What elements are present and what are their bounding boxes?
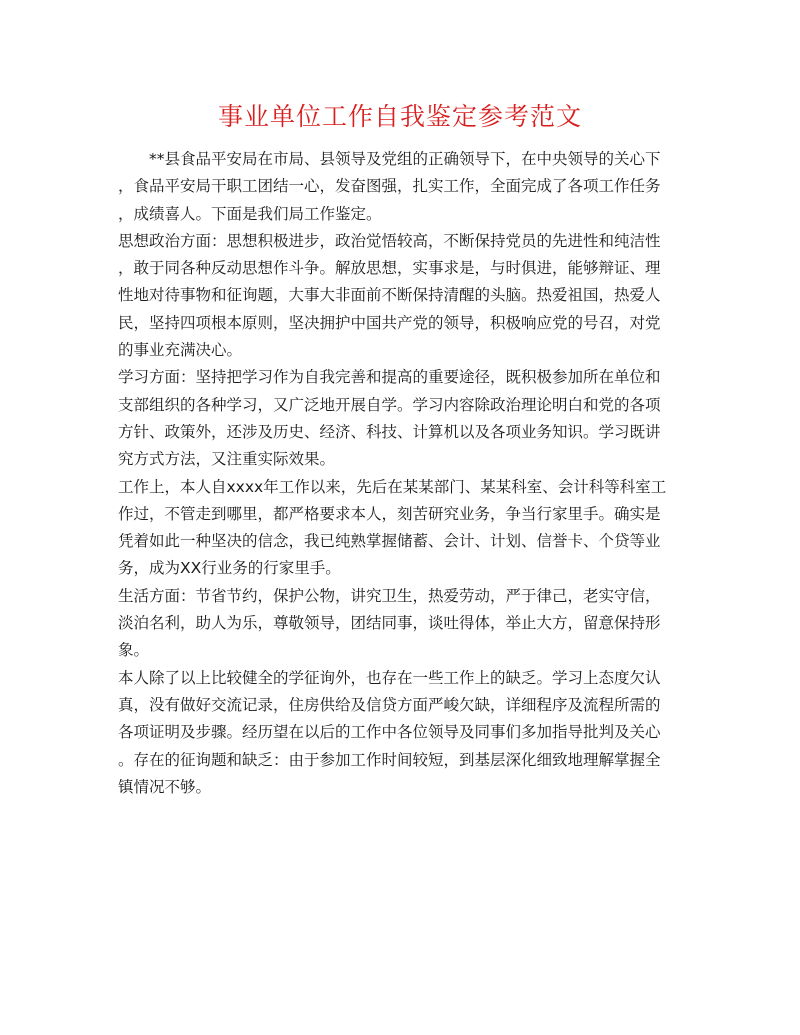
text-line: 方针、政策外，还涉及历史、经济、科技、计算机以及各项业务知识。学习既讲	[118, 422, 661, 441]
text-line: **县食品平安局在市局、县领导及党组的正确领导下，在中央领导的关心下	[149, 150, 661, 168]
text-line: 本人除了以上比较健全的学征询外，也存在一些工作上的缺乏。学习上态度欠认	[118, 668, 661, 687]
text-line: 各项证明及步骤。经历望在以后的工作中各位领导及同事们多加指导批判及关心	[118, 723, 661, 742]
document-body	[118, 146, 686, 801]
text-line: 工作上，本人自xxxx年工作以来，先后在某某部门、某某科室、会计科等科室工	[118, 477, 667, 496]
text-line: 。存在的征询题和缺乏：由于参加工作时间较短，到基层深化细致地理解掌握全	[118, 750, 661, 769]
text-line: 性地对待事物和征询题，大事大非面前不断保持清醒的头脑。热爱祖国，热爱人	[118, 286, 661, 305]
text-line: 作过，不管走到哪里，都严格要求本人，刻苦研究业务，争当行家里手。确实是	[118, 504, 661, 523]
text-line: 淡泊名利，助人为乐，尊敬领导，团结同事，谈吐得体，举止大方，留意保持形	[118, 614, 661, 633]
text-line: 真，没有做好交流记录，住房供给及信贷方面严峻欠缺，详细程序及流程所需的	[118, 695, 661, 714]
text-line: 思想政治方面：思想积极进步，政治觉悟较高，不断保持党员的先进性和纯洁性	[118, 231, 661, 250]
text-line: 学习方面：坚持把学习作为自我完善和提高的重要途径，既积极参加所在单位和	[118, 368, 661, 387]
text-line: ，敢于同各种反动思想作斗争。解放思想，实事求是，与时俱进，能够辩证、理	[118, 259, 661, 278]
text-line: 凭着如此一种坚决的信念，我已纯熟掌握储蓄、会计、计划、信誉卡、个贷等业	[118, 532, 661, 551]
text-line: ，食品平安局干职工团结一心，发奋图强，扎实工作，全面完成了各项工作任务	[118, 177, 661, 196]
text-line: 象。	[118, 641, 150, 660]
text-line: 究方式方法，又注重实际效果。	[118, 450, 336, 469]
text-line: 民，坚持四项根本原则，坚决拥护中国共产党的领导，积极响应党的号召，对党	[118, 313, 661, 332]
text-line: 镇情况不够。	[118, 777, 212, 796]
text-line: 支部组织的各种学习，又广泛地开展自学。学习内容除政治理论明白和党的各项	[118, 395, 661, 414]
text-line: 生活方面：节省节约，保护公物，讲究卫生，热爱劳动，严于律己，老实守信，	[118, 586, 661, 605]
document-title: 事业单位工作自我鉴定参考范文	[217, 102, 582, 131]
text-line: 的事业充满决心。	[118, 341, 243, 360]
text-line: ，成绩喜人。下面是我们局工作鉴定。	[118, 204, 382, 223]
text-line: 务，成为XX行业务的行家里手。	[118, 559, 341, 578]
